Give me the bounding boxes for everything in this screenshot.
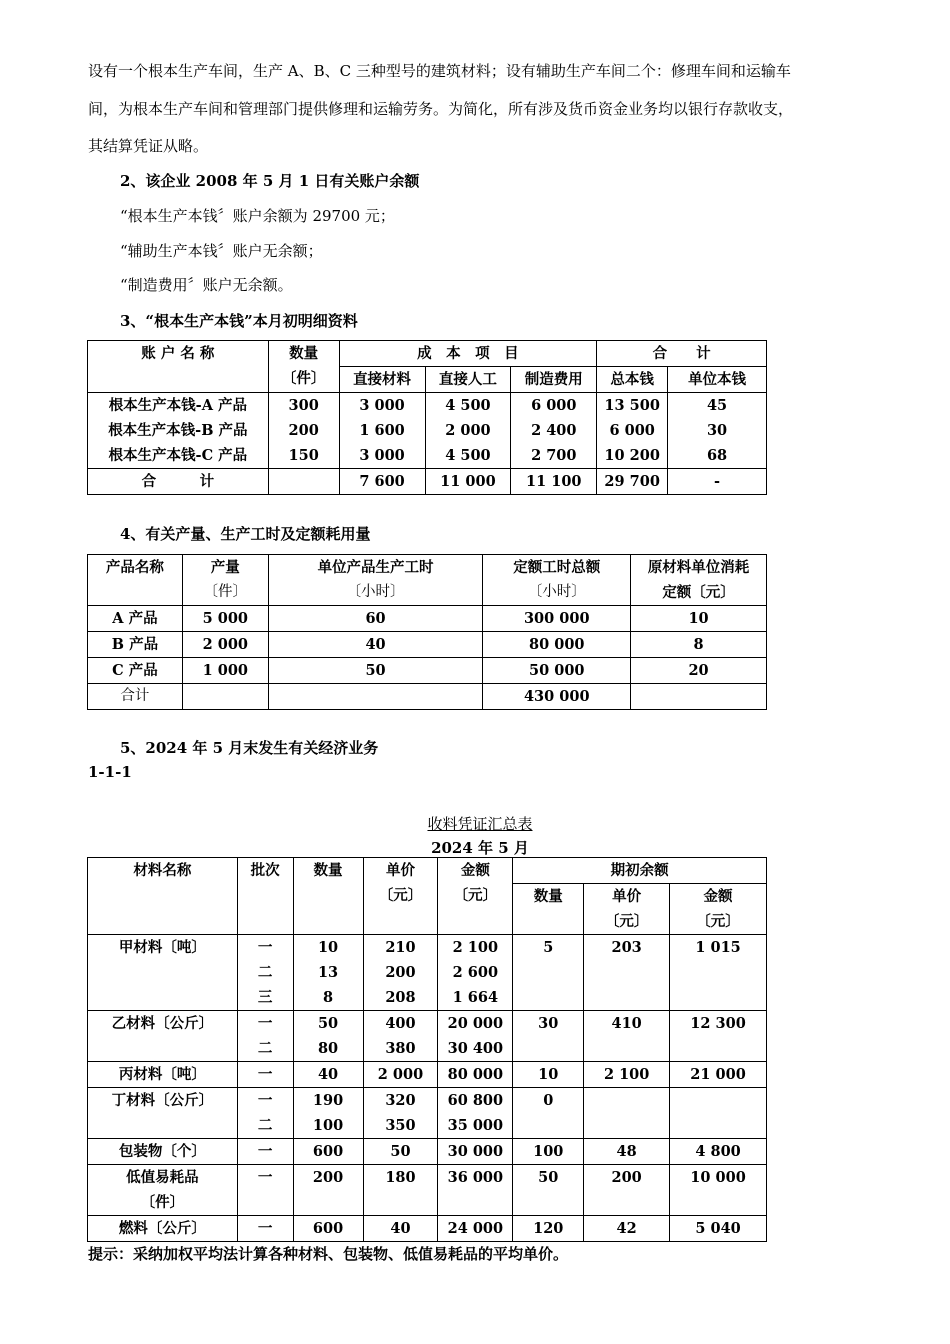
product-b: B 产品 bbox=[88, 632, 183, 658]
cell-batch bbox=[237, 1165, 293, 1216]
batch-value: 一 bbox=[257, 1220, 273, 1237]
qty-value: 8 bbox=[323, 989, 334, 1006]
cell-name bbox=[88, 935, 238, 1011]
qty-value: 40 bbox=[317, 1066, 339, 1083]
price-value: 50 bbox=[390, 1143, 411, 1160]
section2-item-2: “辅助生产本钱〞账户无余额； bbox=[120, 242, 323, 260]
name-value: 丙材料〔吨〕 bbox=[118, 1066, 206, 1083]
batch-value: 一 bbox=[257, 1066, 273, 1083]
cell-op-qty: 50 bbox=[513, 1165, 584, 1216]
quota-c: 50 000 bbox=[483, 658, 631, 684]
cell-op-qty: 100 bbox=[513, 1139, 584, 1165]
cell-price bbox=[363, 1088, 438, 1139]
header-opening-amount-label: 金额 bbox=[703, 888, 733, 905]
table-row bbox=[88, 632, 767, 658]
header-opening-qty: 数量 bbox=[513, 884, 584, 935]
header-opening-amount-unit: 〔元〕 bbox=[696, 913, 740, 930]
row-total bbox=[597, 393, 668, 469]
cell-op-price: 2 100 bbox=[584, 1062, 670, 1088]
qty-value: 50 bbox=[317, 1015, 339, 1032]
oh-c: 2 700 bbox=[531, 447, 577, 464]
name-value: 包装物〔个〕 bbox=[118, 1143, 206, 1160]
header-batch: 批次 bbox=[237, 858, 293, 935]
cell-batch bbox=[237, 935, 293, 1011]
price-value: 208 bbox=[385, 989, 416, 1006]
cell-qty bbox=[293, 1088, 363, 1139]
cell-qty bbox=[293, 1216, 363, 1242]
header-output-label: 产量 bbox=[210, 559, 240, 576]
section4-heading: 4、有关产量、生产工时及定额耗用量 bbox=[120, 525, 371, 543]
sum-name: 合 计 bbox=[88, 469, 269, 495]
header-opening-price-label: 单价 bbox=[612, 888, 642, 905]
header-output bbox=[182, 555, 268, 606]
price-value: 40 bbox=[390, 1220, 411, 1237]
cell-batch bbox=[237, 1216, 293, 1242]
tip-text: 提示：采纳加权平均法计算各种材料、包装物、低值易耗品的平均单价。 bbox=[88, 1245, 569, 1263]
table-row bbox=[88, 1062, 767, 1088]
sum-oh: 11 100 bbox=[511, 469, 597, 495]
name-value: 甲材料〔吨〕 bbox=[118, 939, 206, 956]
receipt-table-title: 收料凭证汇总表 bbox=[427, 815, 533, 833]
name-value: 丁材料〔公斤〕 bbox=[111, 1092, 214, 1109]
cell-price bbox=[363, 1216, 438, 1242]
output-b: 2 000 bbox=[182, 632, 268, 658]
price-value: 380 bbox=[385, 1040, 416, 1057]
batch-value: 一 bbox=[257, 1092, 273, 1109]
row-name-c: 根本生产本钱-C 产品 bbox=[108, 447, 248, 464]
price-value: 180 bbox=[385, 1169, 416, 1186]
header-unit-hours-unit: 〔小时〕 bbox=[346, 584, 405, 600]
qty-value: 600 bbox=[312, 1220, 344, 1237]
dl-a: 4 500 bbox=[445, 397, 491, 414]
oh-a: 6 000 bbox=[531, 397, 577, 414]
section5-heading: 5、2024 年 5 月末发生有关经济业务 bbox=[120, 739, 379, 757]
cell-price bbox=[363, 1011, 438, 1062]
cell-op-qty: 30 bbox=[513, 1011, 584, 1062]
total-b: 6 000 bbox=[609, 422, 655, 439]
hours-a: 60 bbox=[268, 606, 483, 632]
table-row bbox=[88, 1139, 767, 1165]
cell-op-amount: 4 800 bbox=[670, 1139, 767, 1165]
oh-b: 2 400 bbox=[531, 422, 577, 439]
intro-line-2: 间，为根本生产车间和管理部门提供修理和运输劳务。为简化，所有涉及货币资金业务均以银行存款收支， bbox=[88, 100, 794, 118]
cell-amount bbox=[438, 1011, 513, 1062]
header-material-quota-label: 原材料单位消耗 bbox=[647, 559, 750, 576]
section2-item-3: “制造费用〞账户无余额。 bbox=[120, 276, 293, 294]
header-cost-items: 成 本 项 目 bbox=[339, 341, 597, 367]
amount-value: 60 800 bbox=[447, 1092, 504, 1109]
qty-c: 150 bbox=[288, 447, 319, 464]
row-name-b: 根本生产本钱-B 产品 bbox=[108, 422, 248, 439]
sum-total: 29 700 bbox=[597, 469, 668, 495]
price-value: 350 bbox=[385, 1117, 416, 1134]
header-quantity bbox=[268, 341, 339, 393]
row-dl bbox=[425, 393, 511, 469]
amount-value: 30 400 bbox=[447, 1040, 504, 1057]
dm-c: 3 000 bbox=[359, 447, 405, 464]
row-names bbox=[88, 393, 269, 469]
sum-unit: - bbox=[668, 469, 767, 495]
dm-a: 3 000 bbox=[359, 397, 405, 414]
hours-c: 50 bbox=[268, 658, 483, 684]
cell-amount bbox=[438, 1216, 513, 1242]
header-material: 材料名称 bbox=[88, 858, 238, 935]
sum-row bbox=[88, 684, 767, 710]
material-a: 10 bbox=[631, 606, 767, 632]
amount-value: 1 664 bbox=[452, 989, 499, 1006]
output-a: 5 000 bbox=[182, 606, 268, 632]
total-a: 13 500 bbox=[604, 397, 660, 414]
output-sum bbox=[182, 684, 268, 710]
output-hours-table bbox=[87, 554, 767, 710]
dl-c: 4 500 bbox=[445, 447, 491, 464]
cell-qty bbox=[293, 1062, 363, 1088]
header-amount bbox=[438, 858, 513, 935]
batch-value: 一 bbox=[257, 1015, 273, 1032]
name-value: 乙材料〔公斤〕 bbox=[111, 1015, 214, 1032]
header-product: 产品名称 bbox=[88, 555, 183, 606]
material-sum bbox=[631, 684, 767, 710]
amount-value: 2 600 bbox=[452, 964, 499, 981]
batch-value: 二 bbox=[257, 964, 273, 981]
qty-value: 13 bbox=[317, 964, 339, 981]
header-opening-price bbox=[584, 884, 670, 935]
name-value: 燃料〔公斤〕 bbox=[118, 1220, 206, 1237]
table-row bbox=[88, 1165, 767, 1216]
unit-a: 45 bbox=[706, 397, 728, 414]
qty-a: 300 bbox=[288, 397, 319, 414]
name-value: 〔件〕 bbox=[140, 1194, 185, 1211]
cell-op-price: 42 bbox=[584, 1216, 670, 1242]
header-opening-balance: 期初余额 bbox=[513, 858, 767, 884]
cell-name bbox=[88, 1011, 238, 1062]
cell-name bbox=[88, 1062, 238, 1088]
qty-value: 190 bbox=[312, 1092, 344, 1109]
dl-b: 2 000 bbox=[445, 422, 491, 439]
header-quantity-unit: 〔件〕 bbox=[281, 370, 326, 387]
receipt-summary-table bbox=[87, 857, 767, 1242]
amount-value: 80 000 bbox=[447, 1066, 504, 1083]
table-row bbox=[88, 393, 767, 469]
header-quota-hours bbox=[483, 555, 631, 606]
cell-op-amount: 1 015 bbox=[670, 935, 767, 1011]
hours-b: 40 bbox=[268, 632, 483, 658]
cell-batch bbox=[237, 1088, 293, 1139]
qty-value: 100 bbox=[312, 1117, 344, 1134]
table-row bbox=[88, 606, 767, 632]
cell-op-amount: 21 000 bbox=[670, 1062, 767, 1088]
sum-dl: 11 000 bbox=[425, 469, 511, 495]
material-b: 8 bbox=[631, 632, 767, 658]
row-oh bbox=[511, 393, 597, 469]
table-row bbox=[88, 1088, 767, 1139]
cell-name bbox=[88, 1139, 238, 1165]
amount-value: 35 000 bbox=[447, 1117, 504, 1134]
table-row bbox=[88, 1011, 767, 1062]
header-unit-hours-label: 单位产品生产工时 bbox=[317, 559, 434, 576]
cell-qty bbox=[293, 1139, 363, 1165]
receipt-table-date: 2024 年 5 月 bbox=[431, 839, 529, 857]
header-amount-label: 金额 bbox=[460, 862, 490, 879]
cell-amount bbox=[438, 1088, 513, 1139]
cell-op-amount bbox=[670, 1088, 767, 1139]
batch-value: 二 bbox=[257, 1040, 273, 1057]
header-unit-hours bbox=[268, 555, 483, 606]
qty-b: 200 bbox=[288, 422, 319, 439]
header-overhead: 制造费用 bbox=[511, 367, 597, 393]
cell-op-qty: 5 bbox=[513, 935, 584, 1011]
cell-op-price: 203 bbox=[584, 935, 670, 1011]
header-price-unit: 〔元〕 bbox=[378, 887, 423, 904]
unit-b: 30 bbox=[706, 422, 728, 439]
sum-row bbox=[88, 469, 767, 495]
product-a: A 产品 bbox=[88, 606, 183, 632]
product-c: C 产品 bbox=[88, 658, 183, 684]
material-c: 20 bbox=[631, 658, 767, 684]
cell-op-price: 200 bbox=[584, 1165, 670, 1216]
output-c: 1 000 bbox=[182, 658, 268, 684]
batch-value: 一 bbox=[257, 1169, 273, 1186]
cell-amount bbox=[438, 1139, 513, 1165]
batch-value: 三 bbox=[257, 989, 273, 1006]
header-opening-price-unit: 〔元〕 bbox=[604, 913, 649, 930]
sum-qty bbox=[268, 469, 339, 495]
header-quota-hours-unit: 〔小时〕 bbox=[527, 584, 586, 600]
price-value: 2 000 bbox=[377, 1066, 424, 1083]
header-material-quota-unit: 定额〔元〕 bbox=[662, 584, 735, 601]
cell-batch bbox=[237, 1062, 293, 1088]
cell-qty bbox=[293, 1165, 363, 1216]
qty-value: 200 bbox=[312, 1169, 344, 1186]
header-direct-labor: 直接人工 bbox=[425, 367, 511, 393]
section2-heading: 2、该企业 2008 年 5 月 1 日有关账户余额 bbox=[120, 172, 420, 190]
cell-op-price bbox=[584, 1088, 670, 1139]
table-row bbox=[88, 935, 767, 1011]
dm-b: 1 600 bbox=[359, 422, 405, 439]
price-value: 400 bbox=[385, 1015, 416, 1032]
quota-b: 80 000 bbox=[483, 632, 631, 658]
cost-detail-table bbox=[87, 340, 767, 495]
qty-value: 600 bbox=[312, 1143, 344, 1160]
price-value: 320 bbox=[385, 1092, 416, 1109]
price-value: 200 bbox=[385, 964, 416, 981]
intro-line-3: 其结算凭证从略。 bbox=[88, 137, 209, 155]
header-total-cost: 总本钱 bbox=[597, 367, 668, 393]
section3-heading: 3、“根本生产本钱”本月初明细资料 bbox=[120, 312, 358, 330]
cell-name bbox=[88, 1216, 238, 1242]
cell-price bbox=[363, 1062, 438, 1088]
amount-value: 30 000 bbox=[447, 1143, 504, 1160]
cell-op-price: 410 bbox=[584, 1011, 670, 1062]
cell-price bbox=[363, 1139, 438, 1165]
header-unit-cost: 单位本钱 bbox=[668, 367, 767, 393]
name-value: 低值易耗品 bbox=[126, 1169, 199, 1186]
header-direct-material: 直接材料 bbox=[339, 367, 425, 393]
row-unit bbox=[668, 393, 767, 469]
sum-dm: 7 600 bbox=[339, 469, 425, 495]
cell-price bbox=[363, 935, 438, 1011]
cell-qty bbox=[293, 1011, 363, 1062]
section2-item-1: “根本生产本钱〞账户余额为 29700 元； bbox=[120, 207, 395, 225]
cell-amount bbox=[438, 1062, 513, 1088]
header-qty: 数量 bbox=[293, 858, 363, 935]
amount-value: 20 000 bbox=[447, 1015, 504, 1032]
cell-op-qty: 10 bbox=[513, 1062, 584, 1088]
row-name-a: 根本生产本钱-A 产品 bbox=[108, 397, 248, 414]
table-row bbox=[88, 658, 767, 684]
cell-price bbox=[363, 1165, 438, 1216]
cell-op-qty: 120 bbox=[513, 1216, 584, 1242]
cell-op-qty: 0 bbox=[513, 1088, 584, 1139]
cell-amount bbox=[438, 935, 513, 1011]
cell-batch bbox=[237, 1011, 293, 1062]
header-quantity-label: 数量 bbox=[289, 345, 319, 362]
header-account-name: 账 户 名 称 bbox=[88, 341, 269, 393]
row-qty bbox=[268, 393, 339, 469]
qty-value: 10 bbox=[317, 939, 339, 956]
cell-op-price: 48 bbox=[584, 1139, 670, 1165]
amount-value: 36 000 bbox=[447, 1169, 504, 1186]
header-output-unit: 〔件〕 bbox=[203, 584, 248, 600]
batch-value: 二 bbox=[257, 1117, 273, 1134]
header-total: 合 计 bbox=[597, 341, 767, 367]
unit-c: 68 bbox=[706, 447, 728, 464]
receipt-table-body bbox=[88, 935, 767, 1242]
price-value: 210 bbox=[385, 939, 416, 956]
header-amount-unit: 〔元〕 bbox=[453, 887, 498, 904]
cell-op-amount: 5 040 bbox=[670, 1216, 767, 1242]
quota-a: 300 000 bbox=[483, 606, 631, 632]
row-dm bbox=[339, 393, 425, 469]
cell-qty bbox=[293, 935, 363, 1011]
quota-sum: 430 000 bbox=[483, 684, 631, 710]
cell-name bbox=[88, 1165, 238, 1216]
header-price-label: 单价 bbox=[385, 862, 415, 879]
qty-value: 80 bbox=[317, 1040, 339, 1057]
table-row bbox=[88, 1216, 767, 1242]
amount-value: 24 000 bbox=[447, 1220, 504, 1237]
cell-op-amount: 12 300 bbox=[670, 1011, 767, 1062]
section5-code: 1-1-1 bbox=[88, 763, 132, 781]
cell-name bbox=[88, 1088, 238, 1139]
cell-amount bbox=[438, 1165, 513, 1216]
intro-line-1: 设有一个根本生产车间，生产 A、B、C 三种型号的建筑材料；设有辅助生产车间二个：修理车间和运输车 bbox=[88, 62, 791, 80]
hours-sum bbox=[268, 684, 483, 710]
header-opening-amount bbox=[670, 884, 767, 935]
header-quota-hours-label: 定额工时总额 bbox=[513, 559, 601, 576]
batch-value: 一 bbox=[257, 939, 273, 956]
header-price bbox=[363, 858, 438, 935]
amount-value: 2 100 bbox=[452, 939, 499, 956]
cell-batch bbox=[237, 1139, 293, 1165]
total-c: 10 200 bbox=[604, 447, 660, 464]
header-material-quota bbox=[631, 555, 767, 606]
batch-value: 一 bbox=[257, 1143, 273, 1160]
cell-op-amount: 10 000 bbox=[670, 1165, 767, 1216]
product-sum: 合计 bbox=[88, 684, 183, 710]
